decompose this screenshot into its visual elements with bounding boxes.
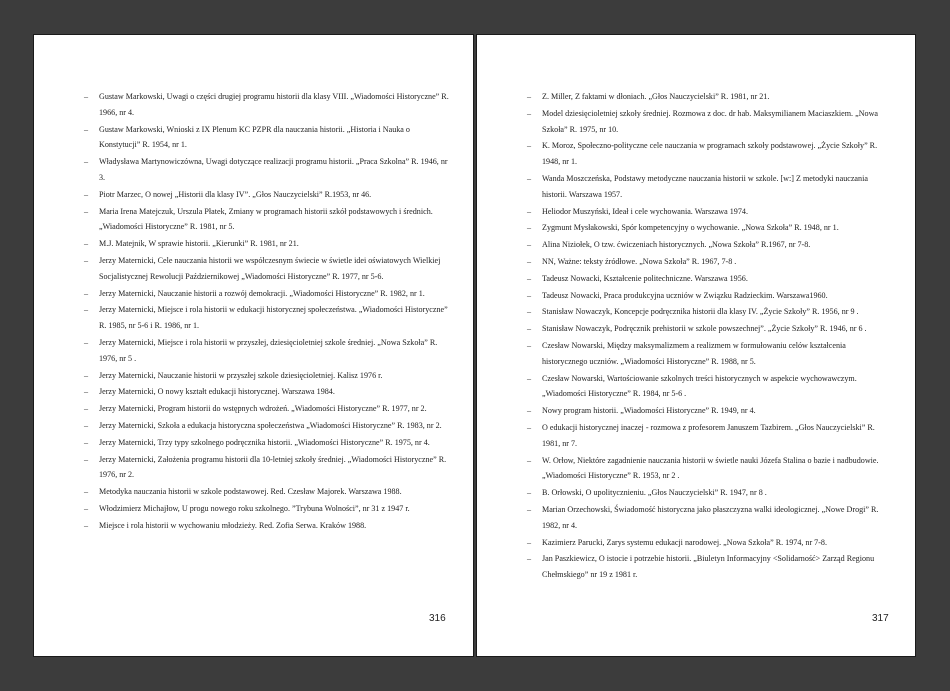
list-dash: – (84, 189, 89, 199)
bibliography-entry (84, 384, 449, 400)
bibliography-entry (527, 502, 891, 534)
list-dash: – (84, 124, 89, 134)
bibliography-entry-text: Marian Orzechowski, Świadomość historyczna jako płaszczyzna walki ideologicznej. „Nowe Drogi” R. 1982, nr 4. (542, 504, 879, 530)
list-dash: – (527, 108, 532, 118)
bibliography-entry-text: Miejsce i rola historii w wychowaniu młodzieży. Red. Zofia Serwa. Kraków 1988. (99, 520, 367, 530)
bibliography-entry (84, 368, 449, 384)
list-dash: – (527, 406, 532, 416)
bibliography-entry (84, 418, 449, 434)
bibliography-entry-text: Jerzy Maternicki, Trzy typy szkolnego podręcznika historii. „Wiadomości Historyczne” R. 1975, nr 4. (99, 437, 430, 447)
list-dash: – (527, 256, 532, 266)
bibliography-entry-text: Jan Paszkiewicz, O istocie i potrzebie historii. „Biuletyn Informacyjny <Solidarność> Zarząd Regionu Chełmskiego” nr 19 z 1981 r. (542, 554, 875, 580)
bibliography-entry (84, 401, 449, 417)
list-dash: – (84, 404, 89, 414)
bibliography-entry-text: Alina Niziołek, O tzw. ćwiczeniach historycznych. „Nowa Szkoła” R.1967, nr 7-8. (542, 240, 811, 250)
bibliography-entry-text: Tadeusz Nowacki, Praca produkcyjna uczniów w Związku Radzieckim. Warszawa1960. (542, 290, 828, 300)
list-dash: – (527, 173, 532, 183)
bibliography-entry (527, 106, 891, 138)
bibliography-entry (84, 302, 449, 334)
list-dash: – (527, 206, 532, 216)
bibliography-entry-text: Tadeusz Nowacki, Kształcenie politechniczne. Warszawa 1956. (542, 273, 748, 283)
bibliography-entry-text: Piotr Marzec, O nowej „Historii dla klasy IV”. „Głos Nauczycielski” R.1953, nr 46. (99, 189, 372, 199)
list-dash: – (527, 340, 532, 350)
list-dash: – (84, 487, 89, 497)
bibliography-entry-text: Gustaw Markowski, Wnioski z IX Plenum KC PZPR dla nauczania historii. „Historia i Nauka o Konstytucji” R. 1954, nr 1. (99, 124, 410, 150)
list-dash: – (527, 554, 532, 564)
bibliography-entry (84, 501, 449, 517)
bibliography-entry-text: Zygmunt Mysłakowski, Spór kompetencyjny o wychowanie. „Nowa Szkoła” R. 1948, nr 1. (542, 223, 839, 233)
bibliography-entry (84, 236, 449, 252)
bibliography-entry-text: Stanisław Nowaczyk, Koncepcje podręcznika historii dla klasy IV. „Życie Szkoły” R. 1956, nr 9 . (542, 307, 859, 317)
bibliography-entry-text: Jerzy Maternicki, Program historii do wstępnych wdrożeń. „Wiadomości Historyczne” R. 1977, nr 2. (99, 404, 427, 414)
bibliography-entry-text: Czesław Nowarski, Między maksymalizmem a realizmem w formułowaniu celów kształcenia historycznego uczniów. „Wiadomości Historyczne” R. 1988, nr 5. (542, 340, 846, 366)
list-dash: – (527, 307, 532, 317)
bibliography-entry (527, 485, 891, 501)
list-dash: – (84, 387, 89, 397)
list-dash: – (84, 370, 89, 380)
bibliography-entry (527, 171, 891, 203)
bibliography-entry-text: Jerzy Maternicki, O nowy kształt edukacji historycznej. Warszawa 1984. (99, 387, 335, 397)
bibliography-entry (84, 335, 449, 367)
bibliography-entry (527, 420, 891, 452)
right-page (476, 34, 916, 657)
list-dash: – (527, 273, 532, 283)
bibliography-entry-text: NN, Ważne: teksty źródłowe. „Nowa Szkoła” R. 1967, 7-8 . (542, 256, 737, 266)
bibliography-entry-text: Czesław Nowarski, Wartościowanie szkolnych treści historycznych w aspekcie wychowawczym. „Wiadomości Historyczne” R. 1984, nr 5-6 . (542, 373, 857, 399)
bibliography-entry-text: Metodyka nauczania historii w szkole podstawowej. Red. Czesław Majorek. Warszawa 1988. (99, 487, 402, 497)
bibliography-entry (84, 122, 449, 154)
bibliography-entry (527, 254, 891, 270)
bibliography-list-left (84, 89, 449, 535)
list-dash: – (527, 373, 532, 383)
bibliography-list-right (527, 89, 891, 584)
bibliography-entry-text: Jerzy Maternicki, Założenia programu historii dla 10-letniej szkoły średniej. „Wiadomości Historyczne” R. 1976, nr 2. (99, 454, 447, 480)
list-dash: – (527, 422, 532, 432)
bibliography-entry-text: Maria Irena Matejczuk, Urszula Płatek, Zmiany w programach historii szkół podstawowych i średnich. „Wiadomości Historyczne” R. 1981, nr 5. (99, 206, 433, 232)
bibliography-entry (84, 204, 449, 236)
list-dash: – (84, 157, 89, 167)
bibliography-entry (84, 452, 449, 484)
bibliography-entry-text: Włodzimierz Michajłow, U progu nowego roku szkolnego. ”Trybuna Wolności”, nr 31 z 1947 r. (99, 503, 410, 513)
list-dash: – (527, 223, 532, 233)
bibliography-entry (527, 338, 891, 370)
list-dash: – (527, 504, 532, 514)
bibliography-entry (527, 535, 891, 551)
list-dash: – (84, 288, 89, 298)
list-dash: – (84, 337, 89, 347)
bibliography-entry (84, 518, 449, 534)
list-dash: – (84, 305, 89, 315)
bibliography-entry-text: Model dziesięcioletniej szkoły średniej. Rozmowa z doc. dr hab. Maksymilianem Maciaszkiem. „Nowa Szkoła” R. 1975, nr 10. (542, 108, 879, 134)
bibliography-entry-text: B. Orłowski, O upolitycznieniu. „Głos Nauczycielski” R. 1947, nr 8 . (542, 488, 767, 498)
bibliography-entry-text: Władysława Martynowiczówna, Uwagi dotyczące realizacji programu historii. „Praca Szkolna” R. 1946, nr 3. (99, 157, 448, 182)
bibliography-entry (527, 371, 891, 403)
list-dash: – (527, 141, 532, 151)
list-dash: – (84, 420, 89, 430)
list-dash: – (84, 255, 89, 265)
bibliography-entry-text: Nowy program historii. „Wiadomości Historyczne” R. 1949, nr 4. (542, 406, 756, 416)
bibliography-entry (84, 154, 449, 186)
bibliography-entry (84, 286, 449, 302)
list-dash: – (527, 455, 532, 465)
bibliography-entry (527, 89, 891, 105)
list-dash: – (527, 537, 532, 547)
bibliography-entry (527, 204, 891, 220)
list-dash: – (84, 437, 89, 447)
list-dash: – (84, 520, 89, 530)
bibliography-entry (527, 237, 891, 253)
list-dash: – (84, 239, 89, 249)
bibliography-entry-text: Z. Miller, Z faktami w dłoniach. „Głos Nauczycielski” R. 1981, nr 21. (542, 92, 770, 101)
bibliography-entry-text: Kazimierz Parucki, Zarys systemu edukacji narodowej. „Nowa Szkoła” R. 1974, nr 7-8. (542, 537, 827, 547)
bibliography-entry (527, 138, 891, 170)
bibliography-entry (527, 304, 891, 320)
bibliography-entry-text: Heliodor Muszyński, Ideał i cele wychowania. Warszawa 1974. (542, 206, 748, 216)
page-number-right: 317 (872, 613, 889, 624)
bibliography-entry (527, 220, 891, 236)
bibliography-entry (84, 484, 449, 500)
bibliography-entry-text: Jerzy Maternicki, Cele nauczania historii we współczesnym świecie w świetle idei oświatowych Wielkiej Socjalistycznej Rewolucji Październikowej „Wiadomości Historyczne” R. 1977, nr 5-6. (99, 255, 441, 281)
bibliography-entry-text: Jerzy Maternicki, Szkoła a edukacja historyczna społeczeństwa „Wiadomości Historyczne” R. 1983, nr 2. (99, 420, 442, 430)
bibliography-entry (527, 551, 891, 583)
bibliography-entry (527, 288, 891, 304)
list-dash: – (527, 240, 532, 250)
bibliography-entry (527, 321, 891, 337)
bibliography-entry (527, 453, 891, 485)
left-page (33, 34, 474, 657)
list-dash: – (527, 92, 532, 101)
bibliography-entry-text: Stanisław Nowaczyk, Podręcznik prehistorii w szkole powszechnej”. „Życie Szkoły” R. 1946, nr 6 . (542, 324, 867, 334)
bibliography-entry (84, 253, 449, 285)
bibliography-entry (84, 89, 449, 121)
list-dash: – (527, 488, 532, 498)
bibliography-entry (527, 403, 891, 419)
list-dash: – (84, 503, 89, 513)
list-dash: – (527, 290, 532, 300)
list-dash: – (527, 324, 532, 334)
list-dash: – (84, 454, 89, 464)
bibliography-entry-text: K. Moroz, Społeczno-polityczne cele nauczania w programach szkoły podstawowej. „Życie Szkoły” R. 1948, nr 1. (542, 141, 878, 167)
bibliography-entry-text: O edukacji historycznej inaczej - rozmowa z profesorem Januszem Tazbirem. „Głos Nauczycielski” R. 1981, nr 7. (542, 422, 875, 448)
bibliography-entry-text: Jerzy Maternicki, Nauczanie historii a rozwój demokracji. „Wiadomości Historyczne” R. 1982, nr 1. (99, 288, 425, 298)
bibliography-entry (527, 271, 891, 287)
bibliography-entry-text: Jerzy Maternicki, Nauczanie historii w przyszłej szkole dziesięcioletniej. Kalisz 1976 r. (99, 370, 383, 380)
bibliography-entry (84, 187, 449, 203)
bibliography-entry-text: Jerzy Maternicki, Miejsce i rola historii w edukacji historycznej społeczeństwa. „Wiadomości Historyczne” R. 1985, nr 5-6 i R. 1986, nr 1. (99, 305, 448, 331)
bibliography-entry-text: Jerzy Maternicki, Miejsce i rola historii w przyszłej, dziesięcioletniej szkole średniej. „Nowa Szkoła” R. 1976, nr 5 . (99, 337, 438, 363)
bibliography-entry-text: Gustaw Markowski, Uwagi o części drugiej programu historii dla klasy VIII. „Wiadomości Historyczne” R. 1966, nr 4. (99, 92, 449, 117)
page-number-left: 316 (429, 613, 446, 624)
bibliography-entry-text: W. Orłow, Niektóre zagadnienie nauczania historii w świetle nauki Józefa Stalina o bazie i nadbudowie. „Wiadomości Historyczne” R. 1953, nr 2 . (542, 455, 879, 481)
bibliography-entry-text: M.J. Matejnik, W sprawie historii. „Kierunki” R. 1981, nr 21. (99, 239, 299, 249)
list-dash: – (84, 92, 89, 101)
list-dash: – (84, 206, 89, 216)
bibliography-entry (84, 435, 449, 451)
bibliography-entry-text: Wanda Moszczeńska, Podstawy metodyczne nauczania historii w szkole. [w:] Z metodyki nauczania historii. Warszawa 1957. (542, 173, 868, 199)
